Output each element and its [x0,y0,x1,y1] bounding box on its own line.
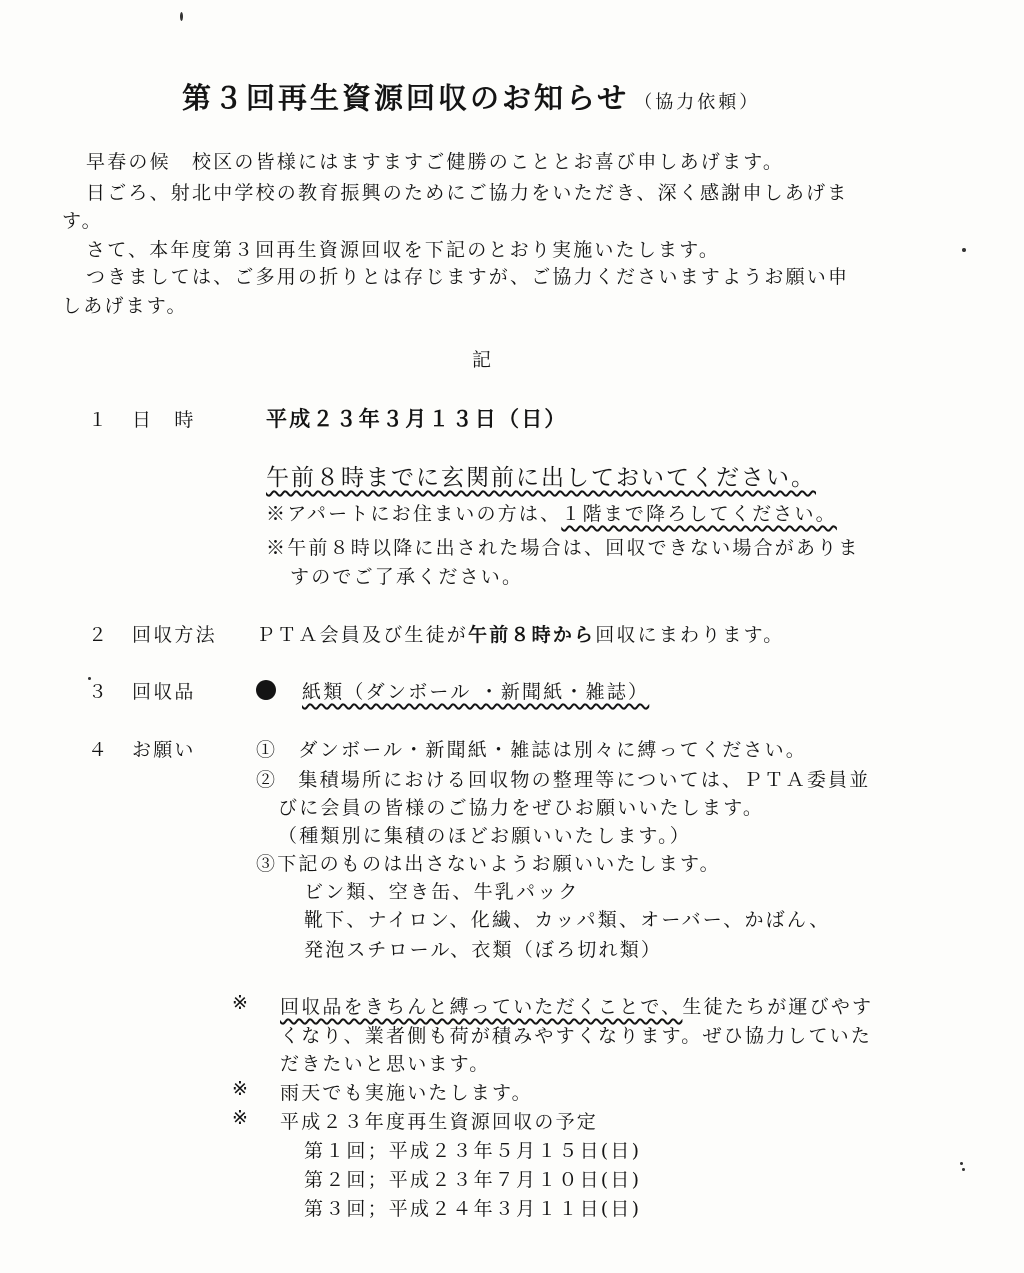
note-3: 平成２３年度再生資源回収の予定 [280,1111,599,1133]
request-2-line-2: びに会員の皆様のご協力をぜひお願いいたします。 [278,797,765,819]
section-4-number: ４ [88,739,110,761]
note-1-line-1 [280,992,873,1019]
collection-method [256,620,785,647]
section-1-label: 日 時 [132,409,196,431]
page-title: 第３回再生資源回収のお知らせ [182,81,630,115]
apartment-note-text: ※アパートにお住まいの方は、 [266,503,562,525]
collected-items: 紙類（ダンボール ・新聞紙・雑誌） [302,681,650,703]
section-2-number: ２ [88,624,110,646]
collection-method-who: ＰＴＡ会員及び生徒が [256,624,469,646]
note-2: 雨天でも実施いたします。 [280,1082,533,1104]
section-3-number: ３ [88,681,110,703]
schedule-item-2: 第２回；平成２３年７月１０日(日) [304,1169,642,1191]
note-1-mark: ※ [232,992,251,1014]
late-note-line-2: すのでご了承ください。 [290,566,524,588]
note-1-emphasis: 回収品をきちんと縛っていただくことで、 [280,996,683,1018]
apartment-note-emphasis: １階まで降ろしてください。 [561,503,837,525]
scan-speck [962,1168,965,1171]
intro-line-4: さて、本年度第３回再生資源回収を下記のとおり実施いたします。 [86,239,721,261]
note-1-line-2: くなり、業者側も荷が積みやすくなります。ぜひ協力していた [280,1025,873,1047]
schedule-item-3: 第３回；平成２４年３月１１日(日) [304,1198,642,1220]
excluded-items-line-3: 発泡スチロール、衣類（ぼろ切れ類） [304,939,663,961]
section-2-label: 回収方法 [132,624,217,646]
request-3: ③下記のものは出さないようお願いいたします。 [256,853,721,875]
collection-method-time: 午前８時から [468,624,596,646]
intro-line-3: す。 [62,210,103,232]
section-1-number: １ [88,409,110,431]
request-2-line-1: ② 集積場所における回収物の整理等については、ＰＴＡ委員並 [256,769,871,791]
schedule-item-1: 第１回；平成２３年５月１５日(日) [304,1140,642,1162]
note-1-rest: 生徒たちが運びやす [682,996,874,1018]
deadline-notice: 午前８時までに玄関前に出しておいてください。 [266,465,816,491]
request-2-line-3: （種類別に集積のほどお願いいたします。） [278,825,691,847]
note-2-mark: ※ [232,1078,251,1100]
intro-line-2: 日ごろ、射北中学校の教育振興のためにご協力をいただき、深く感謝申しあげま [86,182,849,204]
page-title-block [182,76,760,117]
scan-speck [960,1162,963,1165]
ki-heading: 記 [472,349,494,371]
section-3-label: 回収品 [132,681,196,703]
page-subtitle: （協力依頼） [634,92,761,113]
request-1: ① ダンボール・新聞紙・雑誌は別々に縛ってください。 [256,739,808,761]
bullet-dot-icon [256,680,276,700]
excluded-items-line-2: 靴下、ナイロン、化繊、カッパ類、オーバー、かばん、 [304,909,831,931]
intro-line-5: つきましては、ご多用の折りとは存じますが、ご協力くださいますようお願い申 [86,266,850,288]
collection-date: 平成２３年３月１３日（日） [266,406,568,431]
section-4-label: お願い [132,739,196,761]
scan-speck [180,12,183,21]
collection-method-rest: 回収にまわります。 [595,624,785,646]
intro-line-6: しあげます。 [62,295,188,317]
scan-speck [962,248,966,252]
intro-line-1: 早春の候 校区の皆様にはますますご健勝のこととお喜び申しあげます。 [86,151,785,173]
excluded-items-line-1: ビン類、空き缶、牛乳パック [304,881,580,903]
note-1-line-3: だきたいと思います。 [280,1053,491,1075]
apartment-note [266,499,837,526]
late-note-line-1: ※午前８時以降に出された場合は、回収できない場合がありま [266,537,860,559]
note-3-mark: ※ [232,1107,251,1129]
